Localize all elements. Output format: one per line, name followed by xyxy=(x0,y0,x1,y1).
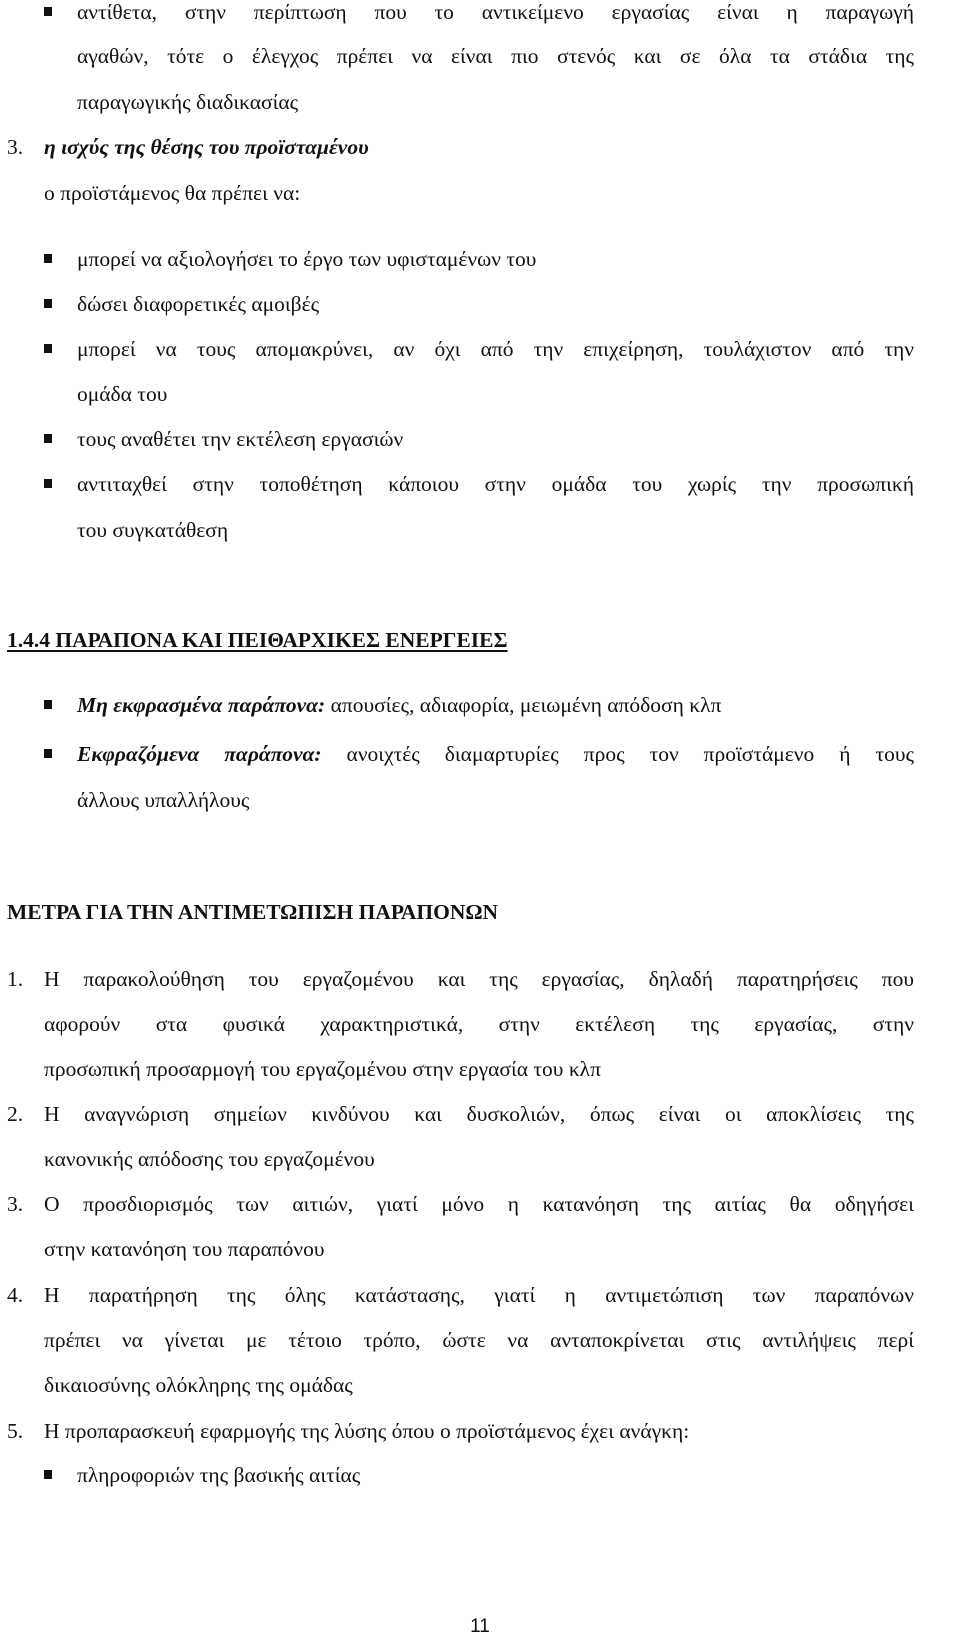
measure-5-line-1: Η προπαρασκευή εφαρμογής της λύσης όπου ο προϊστάμενος έχει ανάγκη: xyxy=(44,1419,690,1443)
bullet-marker xyxy=(44,479,52,488)
top-bullet-line-3: παραγωγικής διαδικασίας xyxy=(77,90,299,114)
measure-2-line-1: Η αναγνώριση σημείων κινδύνου και δυσκολιών, όπως είναι οι αποκλίσεις της xyxy=(44,1102,914,1126)
measure-number: 3. xyxy=(7,1192,24,1216)
item3-title: η ισχύς της θέσης του προϊσταμένου xyxy=(44,135,369,159)
measure-number: 4. xyxy=(7,1283,24,1307)
page-number: 11 xyxy=(470,1616,490,1637)
manager-bullet-3-line-1: μπορεί να τους απομακρύνει, αν όχι από την επιχείρηση, τουλάχιστον από την xyxy=(77,337,914,361)
manager-bullet-5-line-2: του συγκατάθεση xyxy=(77,518,229,542)
measures-heading: ΜΕΤΡΑ ΓΙΑ ΤΗΝ ΑΝΤΙΜΕΤΩΠΙΣΗ ΠΑΡΑΠΟΝΩΝ xyxy=(7,900,499,924)
measure-4-line-3: δικαιοσύνης ολόκληρης της ομάδας xyxy=(44,1373,353,1397)
measure-3-line-2: στην κατανόηση του παραπόνου xyxy=(44,1237,325,1261)
bullet-marker xyxy=(44,1470,52,1479)
top-bullet-line-2: αγαθών, τότε ο έλεγχος πρέπει να είναι πιο στενός και σε όλα τα στάδια της xyxy=(77,44,914,68)
manager-bullet-1: μπορεί να αξιολογήσει το έργο των υφισταμένων του xyxy=(77,247,537,271)
measure-4-line-1: Η παρατήρηση της όλης κατάστασης, γιατί η αντιμετώπιση των παραπόνων xyxy=(44,1283,914,1307)
manager-bullet-5-line-1: αντιταχθεί στην τοποθέτηση κάποιου στην ομάδα του χωρίς την προσωπική xyxy=(77,472,914,496)
manager-bullet-2: δώσει διαφορετικές αμοιβές xyxy=(77,292,320,316)
measure-1-line-2: αφορούν στα φυσικά χαρακτηριστικά, στην εκτέλεση της εργασίας, στην xyxy=(44,1012,914,1036)
manager-bullet-4: τους αναθέτει την εκτέλεση εργασιών xyxy=(77,427,404,451)
measure-1-line-3: προσωπική προσαρμογή του εργαζομένου στην εργασία του κλπ xyxy=(44,1057,601,1081)
complaint-bullet-2-line-1 xyxy=(77,744,914,766)
bullet-marker xyxy=(44,434,52,443)
complaint-text: ανοιχτές διαμαρτυρίες προς τον προϊστάμενο ή τους xyxy=(321,742,914,766)
complaint-term: Μη εκφρασμένα παράπονα: xyxy=(77,693,326,717)
bullet-marker xyxy=(44,344,52,353)
section-heading: 1.4.4 ΠΑΡΑΠΟΝΑ ΚΑΙ ΠΕΙΘΑΡΧΙΚΕΣ ΕΝΕΡΓΕΙΕΣ xyxy=(7,628,508,652)
complaint-bullet-1 xyxy=(77,695,721,717)
item3-intro: ο προϊστάμενος θα πρέπει να: xyxy=(44,181,301,205)
bullet-marker xyxy=(44,749,52,758)
complaint-term: Εκφραζόμενα παράπονα: xyxy=(77,742,322,766)
measure-number: 1. xyxy=(7,967,24,991)
complaint-text: απουσίες, αδιαφορία, μειωμένη απόδοση κλπ xyxy=(325,693,722,717)
item3-number: 3. xyxy=(7,135,24,159)
measure-2-line-2: κανονικής απόδοσης του εργαζομένου xyxy=(44,1147,375,1171)
manager-bullet-3-line-2: ομάδα του xyxy=(77,382,168,406)
complaint-bullet-2-line-2: άλλους υπαλλήλους xyxy=(77,788,250,812)
bullet-marker xyxy=(44,254,52,263)
last-bullet: πληροφοριών της βασικής αιτίας xyxy=(77,1463,361,1487)
measure-number: 5. xyxy=(7,1419,24,1443)
bullet-marker xyxy=(44,299,52,308)
measure-number: 2. xyxy=(7,1102,24,1126)
measure-4-line-2: πρέπει να γίνεται με τέτοιο τρόπο, ώστε να ανταποκρίνεται στις αντιλήψεις περί xyxy=(44,1328,914,1352)
top-bullet-line-1: αντίθετα, στην περίπτωση που το αντικείμενο εργασίας είναι η παραγωγή xyxy=(77,0,914,24)
bullet-marker xyxy=(44,700,52,709)
bullet-marker xyxy=(44,7,52,16)
measure-3-line-1: Ο προσδιορισμός των αιτιών, γιατί μόνο η κατανόηση της αιτίας θα οδηγήσει xyxy=(44,1192,914,1216)
measure-1-line-1: Η παρακολούθηση του εργαζομένου και της εργασίας, δηλαδή παρατηρήσεις που xyxy=(44,967,914,991)
